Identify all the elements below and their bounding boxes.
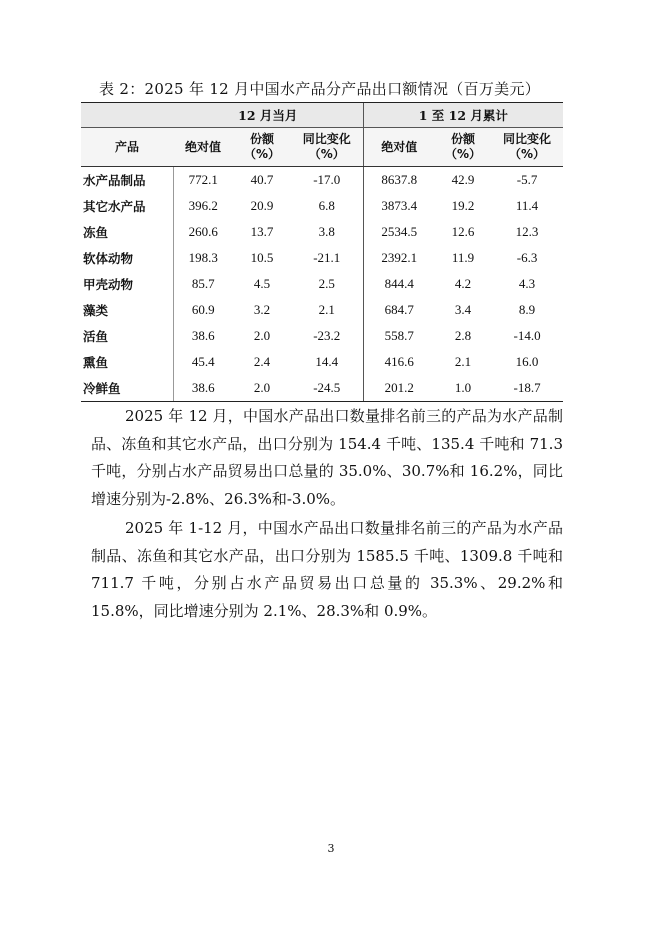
table-row (81, 245, 563, 271)
cell-y-share: 2.8 (454, 328, 472, 343)
cell-m-abs: 45.4 (173, 349, 233, 375)
cell-y-abs: 684.7 (363, 297, 435, 323)
col-header-product: 产品 (81, 128, 173, 167)
col-header-share-cum: 份额 （%） (435, 128, 491, 167)
cell-y-share: 1.0 (435, 375, 491, 402)
cell-m-yoy: -23.2 (313, 328, 341, 343)
group-header-month: 12 月当月 (173, 103, 363, 128)
cell-m-share: 4.5 (253, 276, 271, 291)
cell-y-yoy: 16.0 (515, 354, 539, 369)
cell-name: 活鱼 (83, 329, 109, 344)
cell-y-abs: 558.7 (363, 323, 435, 349)
cell-m-yoy: -17.0 (313, 172, 341, 187)
table-row (81, 219, 563, 245)
paragraph-full-year: 2025 年 1-12 月，中国水产品出口数量排名前三的产品为水产品制品、冻鱼和其它水产品，出口分别为 1585.5 千吨、1309.8 千吨和 711.7 千吨，分别占水产品贸易出口总量的 35.3%、29.2%和 15.8%，同比增速分别为 2.1%、28.3%和 0.9%。 (91, 519, 563, 620)
cell-y-abs: 2534.5 (363, 219, 435, 245)
table-row (81, 323, 563, 349)
cell-name: 藻类 (83, 303, 109, 318)
page-number: 3 (327, 842, 335, 855)
cell-m-yoy: 6.8 (318, 198, 335, 213)
cell-y-share: 2.1 (454, 354, 472, 369)
cell-y-yoy: 11.4 (515, 198, 539, 213)
export-by-product-table (81, 102, 563, 402)
table-caption: 表 2：2025 年 12 月中国水产品分产品出口额情况（百万美元） (99, 80, 541, 98)
group-header-cumulative: 1 至 12 月累计 (363, 103, 563, 128)
cell-name: 甲壳动物 (83, 277, 134, 292)
cell-m-yoy: 3.8 (318, 224, 335, 239)
col-header-share: 份额 （%） (233, 128, 291, 167)
group-header-blank (81, 103, 173, 128)
table-row (81, 167, 563, 194)
table-row (81, 375, 563, 402)
cell-y-share: 3.4 (454, 302, 472, 317)
cell-name: 水产品制品 (83, 173, 146, 188)
cell-y-share: 12.6 (451, 224, 475, 239)
cell-m-yoy: -21.1 (313, 250, 341, 265)
cell-m-share: 20.9 (250, 198, 274, 213)
cell-y-share: 4.2 (454, 276, 472, 291)
cell-y-yoy: -5.7 (516, 172, 538, 187)
cell-y-abs: 8637.8 (363, 167, 435, 194)
group-header-row (81, 103, 563, 128)
cell-y-abs: 416.6 (363, 349, 435, 375)
cell-name: 冻鱼 (83, 225, 109, 240)
col-header-abs-cum: 绝对值 (363, 128, 435, 167)
cell-m-yoy: 2.5 (318, 276, 335, 291)
cell-y-yoy: -18.7 (491, 375, 563, 402)
table-row (81, 271, 563, 297)
cell-m-share: 2.0 (233, 375, 291, 402)
cell-y-yoy: -14.0 (513, 328, 541, 343)
cell-y-share: 19.2 (451, 198, 475, 213)
cell-y-abs: 3873.4 (363, 193, 435, 219)
cell-m-share: 3.2 (253, 302, 271, 317)
table-row (81, 297, 563, 323)
cell-m-abs: 85.7 (173, 271, 233, 297)
cell-name: 软体动物 (83, 251, 134, 266)
cell-y-yoy: 4.3 (518, 276, 536, 291)
cell-m-abs: 260.6 (173, 219, 233, 245)
cell-m-abs: 60.9 (173, 297, 233, 323)
cell-m-yoy: 2.1 (318, 302, 335, 317)
cell-name: 其它水产品 (83, 199, 146, 214)
cell-y-yoy: -6.3 (516, 250, 538, 265)
cell-m-share: 2.0 (253, 328, 271, 343)
col-header-abs: 绝对值 (173, 128, 233, 167)
col-header-yoy: 同比变化 （%） (291, 128, 363, 167)
cell-name: 冷鲜鱼 (81, 375, 173, 402)
cell-m-abs: 396.2 (173, 193, 233, 219)
cell-y-share: 42.9 (451, 172, 475, 187)
cell-y-abs: 201.2 (363, 375, 435, 402)
cell-m-abs: 772.1 (173, 167, 233, 194)
cell-m-share: 13.7 (250, 224, 274, 239)
table-row (81, 193, 563, 219)
column-header-row (81, 128, 563, 167)
table-row (81, 349, 563, 375)
cell-m-share: 40.7 (250, 172, 274, 187)
cell-m-yoy: -24.5 (291, 375, 363, 402)
cell-m-abs: 198.3 (173, 245, 233, 271)
col-header-yoy-cum: 同比变化 （%） (491, 128, 563, 167)
cell-m-abs: 38.6 (173, 375, 233, 402)
cell-y-yoy: 8.9 (518, 302, 536, 317)
cell-y-abs: 2392.1 (363, 245, 435, 271)
cell-y-yoy: 12.3 (515, 224, 539, 239)
cell-m-abs: 38.6 (173, 323, 233, 349)
cell-y-abs: 844.4 (363, 271, 435, 297)
paragraph-december: 2025 年 12 月，中国水产品出口数量排名前三的产品为水产品制品、冻鱼和其它水产品，出口分别为 154.4 千吨、135.4 千吨和 71.3 千吨，分别占水产品贸易出口总量的 35.0%、30.7%和 16.2%，同比增速分别为-2.8%、26.3%和-3.0%。 (91, 407, 563, 508)
cell-m-yoy: 14.4 (315, 354, 339, 369)
cell-m-share: 2.4 (253, 354, 271, 369)
cell-name: 熏鱼 (83, 355, 109, 370)
cell-m-share: 10.5 (250, 250, 274, 265)
cell-y-share: 11.9 (451, 250, 475, 265)
